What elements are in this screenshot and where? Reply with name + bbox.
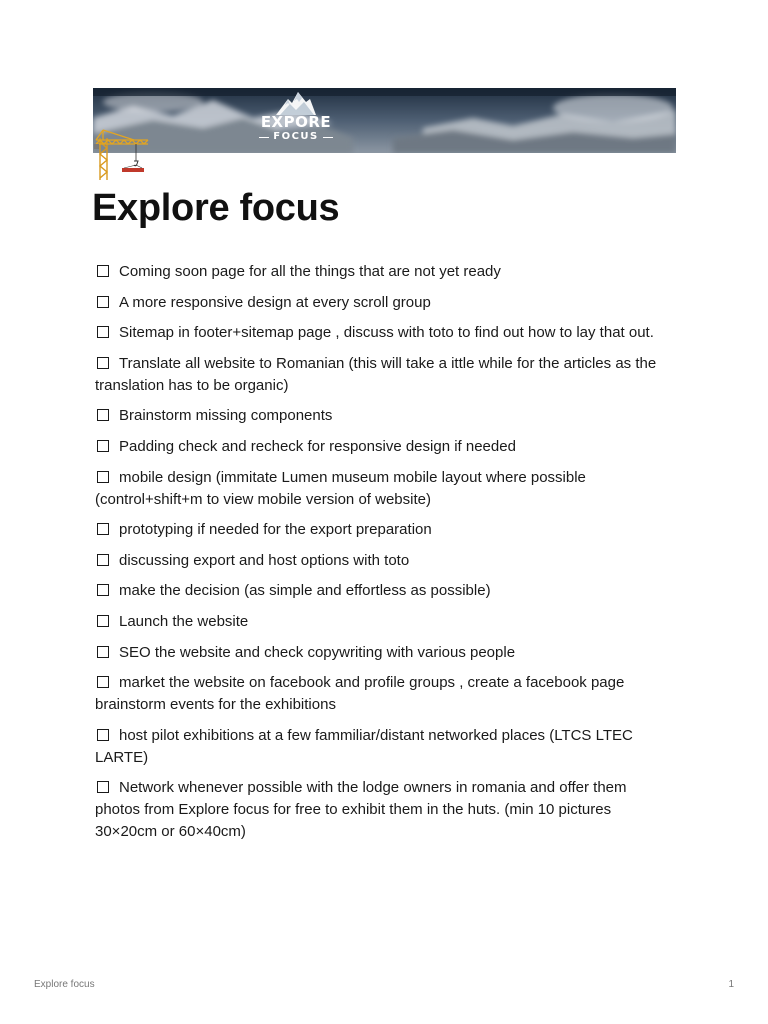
- checkbox[interactable]: [97, 409, 109, 421]
- checkbox[interactable]: [97, 357, 109, 369]
- todo-item: [95, 322, 675, 344]
- todo-item-text: mobile design (immitate Lumen museum mobile layout where possible (control+shift+m to view mobile version of website): [95, 468, 586, 508]
- checkbox[interactable]: [97, 615, 109, 627]
- explore-focus-logo: [255, 90, 337, 152]
- checkbox[interactable]: [97, 471, 109, 483]
- todo-item: [95, 405, 675, 427]
- checkbox[interactable]: [97, 729, 109, 741]
- checkbox[interactable]: [97, 440, 109, 452]
- todo-item-text: Sitemap in footer+sitemap page , discuss with toto to find out how to lay that out.: [119, 324, 654, 342]
- page-title: Explore focus: [92, 187, 340, 229]
- todo-list: [95, 261, 675, 852]
- logo-divider-right: [323, 137, 333, 138]
- checkbox[interactable]: [97, 584, 109, 596]
- todo-item: [95, 292, 675, 314]
- footer-document-title: Explore focus: [34, 979, 95, 990]
- todo-item-text: SEO the website and check copywriting with various people: [119, 643, 516, 661]
- todo-item-text: discussing export and host options with toto: [119, 551, 410, 569]
- checkbox[interactable]: [97, 523, 109, 535]
- todo-item: [95, 580, 675, 602]
- checkbox[interactable]: [97, 296, 109, 308]
- todo-item: [95, 611, 675, 633]
- todo-item: [95, 725, 675, 769]
- footer-page-number: 1: [728, 979, 734, 990]
- logo-wordmark: EXPORE: [260, 113, 332, 131]
- checkbox[interactable]: [97, 781, 109, 793]
- checkbox[interactable]: [97, 554, 109, 566]
- header-banner-image: [93, 88, 676, 153]
- todo-item: [95, 436, 675, 458]
- construction-crane-icon: [94, 128, 150, 180]
- todo-item: [95, 777, 675, 843]
- todo-item-text: Padding check and recheck for responsive design if needed: [119, 437, 516, 455]
- todo-item-text: Translate all website to Romanian (this will take a ittle while for the articles as the translation has to be organic): [95, 354, 657, 394]
- todo-item-text: Network whenever possible with the lodge owners in romania and offer them photos from Explore focus for free to exhibit them in the huts. (min 10 pictures 30×20cm or 60×40cm): [95, 779, 627, 841]
- checkbox[interactable]: [97, 676, 109, 688]
- todo-item-text: market the website on facebook and profile groups , create a facebook page brainstorm events for the exhibitions: [95, 674, 625, 714]
- todo-item-text: Launch the website: [119, 612, 249, 630]
- todo-item: [95, 672, 675, 716]
- todo-item: [95, 519, 675, 541]
- todo-item-text: Brainstorm missing components: [119, 407, 333, 425]
- logo-subtitle-row: [255, 131, 337, 143]
- todo-item: [95, 261, 675, 283]
- checkbox[interactable]: [97, 326, 109, 338]
- todo-item-text: Coming soon page for all the things that are not yet ready: [119, 263, 501, 280]
- mountain-landscape-image: [93, 88, 676, 153]
- todo-item-text: A more responsive design at every scroll group: [119, 293, 431, 311]
- todo-item: [95, 550, 675, 572]
- todo-item: [95, 642, 675, 664]
- checkbox[interactable]: [97, 646, 109, 658]
- todo-item: [95, 353, 675, 397]
- todo-item-text: prototyping if needed for the export preparation: [119, 521, 432, 539]
- todo-item-text: make the decision (as simple and effortless as possible): [119, 582, 491, 600]
- todo-item-text: host pilot exhibitions at a few fammiliar/distant networked places (LTCS LTEC LARTE): [95, 726, 633, 766]
- todo-item: [95, 467, 675, 511]
- checkbox[interactable]: [97, 265, 109, 277]
- logo-subtitle: FOCUS: [273, 131, 319, 142]
- logo-divider-left: [259, 137, 269, 138]
